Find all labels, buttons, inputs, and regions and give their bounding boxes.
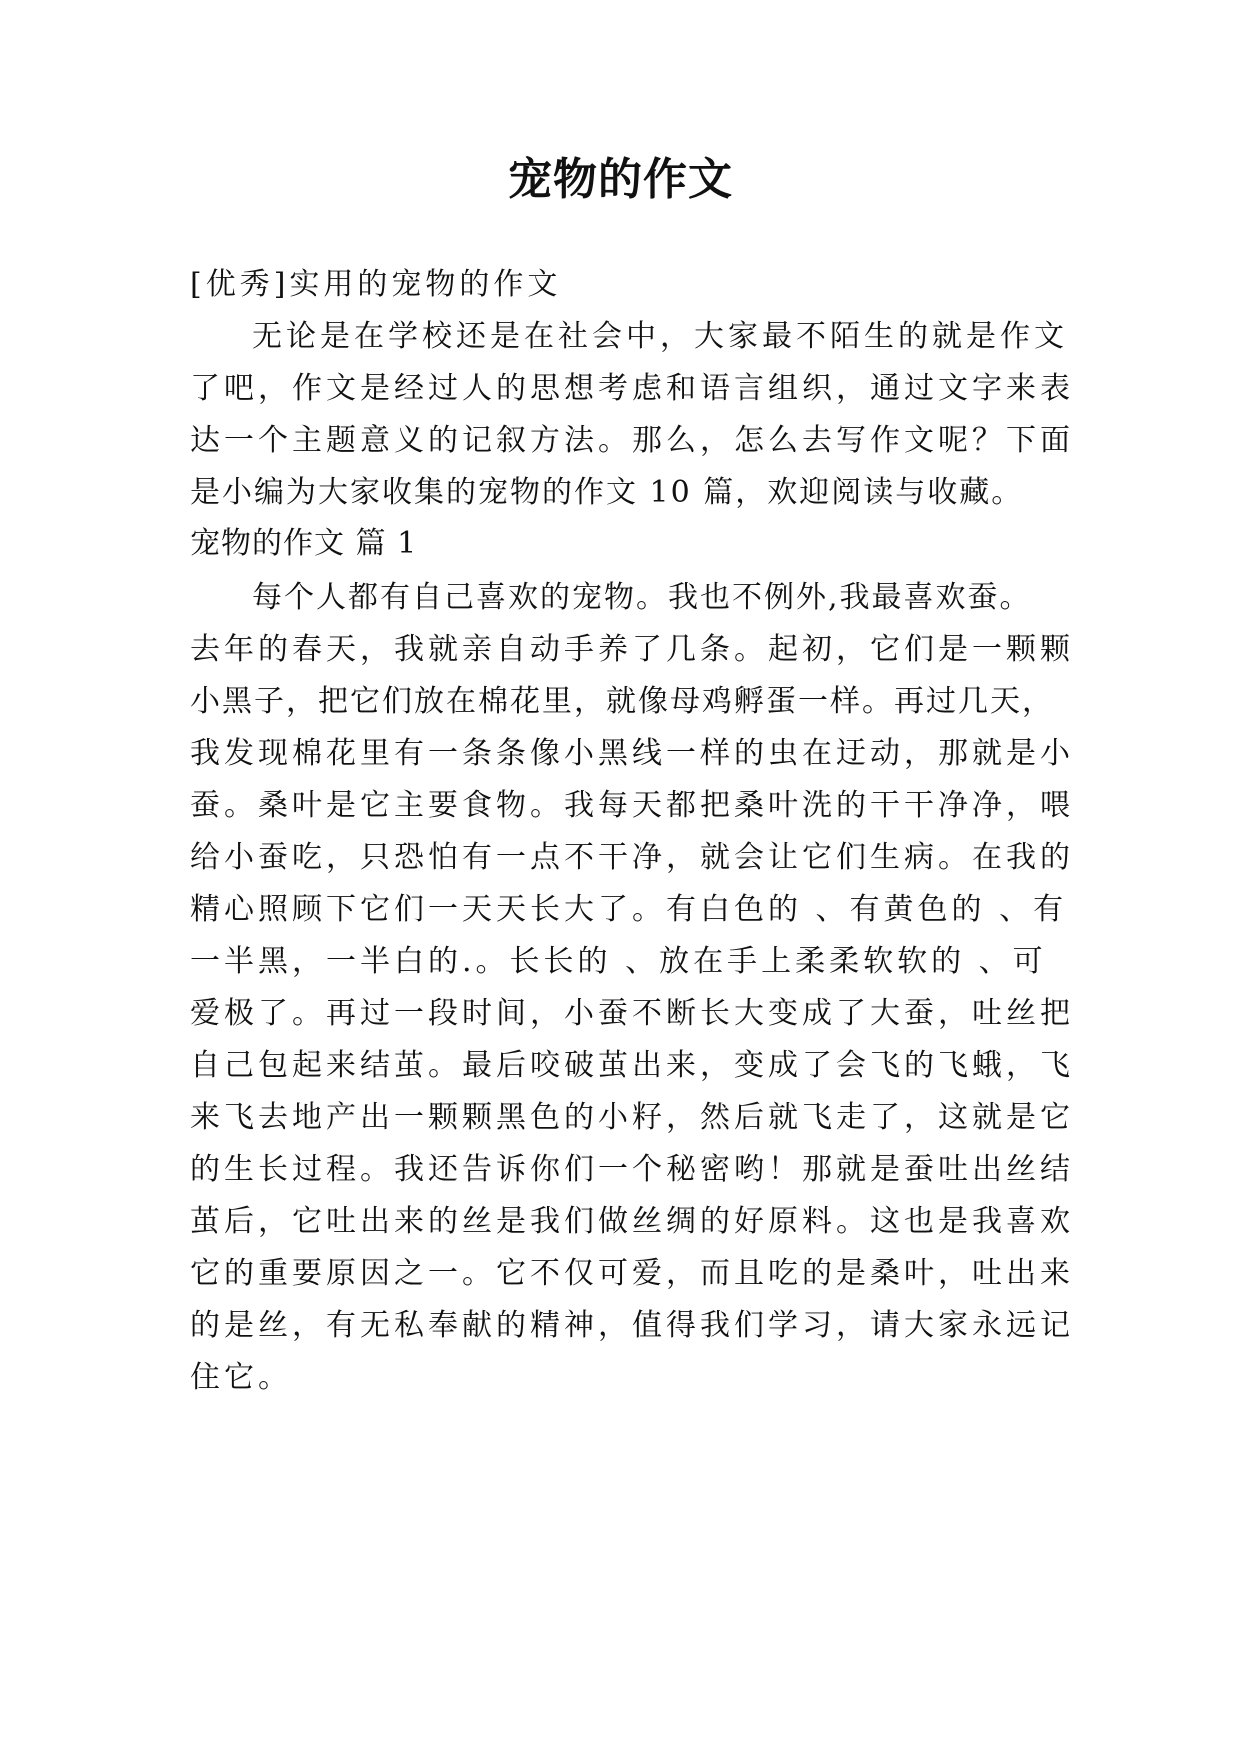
body-line-11: 来飞去地产出一颗颗黑色的小籽，然后就飞走了，这就是它: [190, 1100, 1074, 1135]
body-line-2: 去年的春天，我就亲自动手养了几条。起初，它们是一颗颗: [190, 632, 1074, 667]
document-title: 宠物的作文: [508, 154, 733, 205]
body-line-15: 的是丝，有无私奉献的精神，值得我们学习，请大家永远记: [190, 1308, 1074, 1343]
body-line-5: 蚕。桑叶是它主要食物。我每天都把桑叶洗的干干净净，喂: [190, 788, 1074, 823]
body-line-10: 自己包起来结茧。最后咬破茧出来，变成了会飞的飞蛾，飞: [190, 1048, 1074, 1083]
body-line-7: 精心照顾下它们一天天长大了。有白色的 、有黄色的 、有: [190, 892, 1068, 927]
body-line-4: 我发现棉花里有一条条像小黑线一样的虫在迂动，那就是小: [190, 736, 1074, 771]
intro-line-4: 是小编为大家收集的宠物的作文 10 篇，欢迎阅读与收藏。: [190, 475, 1024, 510]
section-heading: 宠物的作文 篇 1: [190, 526, 418, 561]
body-line-8: 一半黑，一半白的.。长长的 、放在手上柔柔软软的 、可: [190, 944, 1047, 979]
body-line-1: 每个人都有自己喜欢的宠物。我也不例外,我最喜欢蚕。: [252, 580, 1032, 615]
intro-line-1: 无论是在学校还是在社会中，大家最不陌生的就是作文: [252, 319, 1068, 354]
intro-line-3: 达一个主题意义的记叙方法。那么，怎么去写作文呢？下面: [190, 423, 1074, 458]
body-line-13: 茧后，它吐出来的丝是我们做丝绸的好原料。这也是我喜欢: [190, 1204, 1074, 1239]
intro-line-2: 了吧，作文是经过人的思想考虑和语言组织，通过文字来表: [190, 371, 1074, 406]
body-line-3: 小黑子，把它们放在棉花里，就像母鸡孵蛋一样。再过几天，: [190, 684, 1054, 719]
body-line-12: 的生长过程。我还告诉你们一个秘密哟！那就是蚕吐出丝结: [190, 1152, 1074, 1187]
body-line-9: 爱极了。再过一段时间，小蚕不断长大变成了大蚕，吐丝把: [190, 996, 1074, 1031]
body-line-14: 它的重要原因之一。它不仅可爱，而且吃的是桑叶，吐出来: [190, 1256, 1074, 1291]
document-subtitle: [优秀]实用的宠物的作文: [190, 267, 562, 302]
body-line-6: 给小蚕吃，只恐怕有一点不干净，就会让它们生病。在我的: [190, 840, 1074, 875]
body-line-16: 住它。: [190, 1360, 292, 1395]
